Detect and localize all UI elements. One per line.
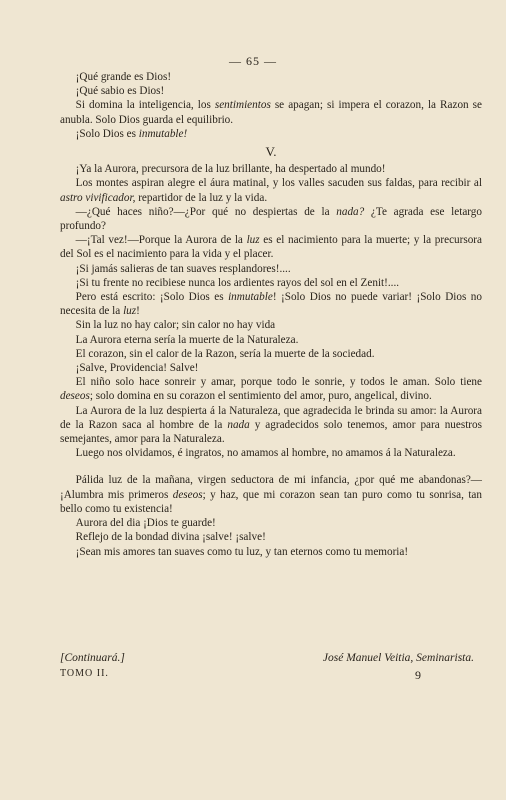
- text-run: ¡Salve, Providencia! Salve!: [75, 362, 199, 375]
- text-run: ¡Ya la Aurora, precursora de la luz brillante, ha despertado al mundo!: [75, 163, 386, 176]
- paragraph: [60, 446, 482, 460]
- text-run: Si domina la inteligencia, los: [75, 99, 215, 112]
- text-run: !: [136, 305, 140, 318]
- italic-text: deseos: [172, 488, 203, 501]
- section-heading: [60, 145, 482, 159]
- text-run: Los montes aspiran alegre el áura matinal, y los valles sacuden sus faldas, para recibir al: [75, 177, 482, 190]
- text-run: ; solo domina en su corazon el sentimiento del amor, puro, angelical, divino.: [89, 390, 432, 403]
- volume-label: TOMO II.: [60, 668, 109, 679]
- paragraph: [60, 516, 482, 530]
- text-run: Reflejo de la bondad divina ¡salve! ¡salve!: [75, 531, 266, 544]
- text-run: —¡Tal vez!—Porque la Aurora de la: [75, 234, 247, 247]
- body-text: [60, 70, 482, 559]
- text-run: El niño solo hace sonreir y amar, porque todo le sonrie, y todos le aman. Solo tiene: [75, 376, 482, 389]
- text-run: ¡Sean mis amores tan suaves como tu luz, y tan eternos como tu memoria!: [75, 545, 409, 558]
- text-run: ¿Te agrada ese letargo profundo?: [60, 205, 482, 233]
- paragraph: [60, 262, 482, 276]
- paragraph: [60, 404, 482, 447]
- paragraph: [60, 70, 482, 84]
- paragraph: [60, 176, 482, 204]
- paragraph: [60, 375, 482, 403]
- text-run: ¡Si jamás salieras de tan suaves resplandores!....: [75, 262, 291, 275]
- text-run: repartidor de la luz y la vida.: [135, 191, 268, 204]
- text-run: V.: [265, 144, 277, 160]
- paragraph: [60, 361, 482, 375]
- italic-text: deseos: [60, 390, 90, 403]
- text-run: es el nacimiento para la muerte; y la precursora del Sol es el nacimiento para la vida y el placer.: [60, 234, 482, 261]
- paragraph: [60, 84, 482, 98]
- paragraph: [60, 205, 482, 233]
- text-run: Sin la luz no hay calor; sin calor no hay vida: [75, 319, 276, 332]
- paragraph: [60, 318, 482, 332]
- paragraph: [60, 276, 482, 290]
- paragraph: [60, 347, 482, 361]
- italic-text: astro vivificador,: [60, 191, 136, 204]
- continuation-note: [Continuará.]: [60, 652, 125, 664]
- text-run: La Aurora eterna sería la muerte de la Naturaleza.: [75, 333, 299, 346]
- text-run: ¡Qué sabio es Dios!: [75, 85, 165, 98]
- paragraph: [60, 473, 482, 516]
- text-run: ; y haz, que mi corazon sean tan puro como tu sonrisa, tan bello como tu existencia!: [60, 488, 482, 515]
- page-number: — 65 —: [229, 54, 277, 68]
- section-spacer: [60, 460, 482, 473]
- paragraph: [60, 333, 482, 347]
- text-run: y agradecidos solo tenemos, amor para nuestros semejantes, amor para la Naturaleza.: [60, 418, 482, 446]
- italic-text: luz: [246, 234, 260, 247]
- text-run: Pálida luz de la mañana, virgen seductora de mi infancia, ¿por qué me abandonas?—¡Alumbra mis primeros: [60, 474, 482, 501]
- text-run: ¡Si tu frente no recibiese nunca los ardientes rayos del sol en el Zenit!....: [75, 276, 400, 289]
- paragraph: [60, 127, 482, 141]
- text-run: —¿Qué haces niño?—¿Por qué no despiertas de la: [75, 205, 337, 218]
- paragraph: [60, 98, 482, 126]
- text-run: ¡Qué grande es Dios!: [75, 71, 172, 83]
- italic-text: nada?: [336, 205, 365, 218]
- text-run: Aurora del dia ¡Dios te guarde!: [75, 517, 216, 530]
- italic-text: nada: [227, 418, 250, 431]
- text-run: ! ¡Solo Dios no puede variar! ¡Solo Dios no necesita de la: [60, 291, 482, 318]
- text-run: El corazon, sin el calor de la Razon, sería la muerte de la sociedad.: [75, 347, 375, 360]
- page-footer: [60, 652, 482, 683]
- text-run: Luego nos olvidamos, é ingratos, no amamos al hombre, no amamos á la Naturaleza.: [75, 447, 456, 460]
- paragraph: [60, 290, 482, 318]
- paragraph: [60, 530, 482, 544]
- author-signature: José Manuel Veitia, Seminarista.: [322, 652, 474, 664]
- paragraph: [60, 233, 482, 261]
- italic-text: inmutable!: [138, 127, 188, 140]
- paragraph: [60, 545, 482, 559]
- italic-text: luz: [123, 305, 137, 318]
- italic-text: inmutable: [228, 291, 273, 304]
- text-run: La Aurora de la luz despierta á la Naturaleza, que agradecida le brinda su amor: la Aurora de la Razon saca al hombre de la: [60, 404, 482, 431]
- text-run: ¡Solo Dios es: [75, 127, 139, 140]
- signature-mark: 9: [415, 668, 422, 682]
- text-run: se apagan; si impera el corazon, la Razon se anubla. Solo Dios guarda el equilibrio.: [60, 99, 482, 126]
- text-run: Pero está escrito: ¡Solo Dios es: [75, 291, 229, 304]
- paragraph: [60, 162, 482, 176]
- italic-text: sentimientos: [214, 99, 271, 112]
